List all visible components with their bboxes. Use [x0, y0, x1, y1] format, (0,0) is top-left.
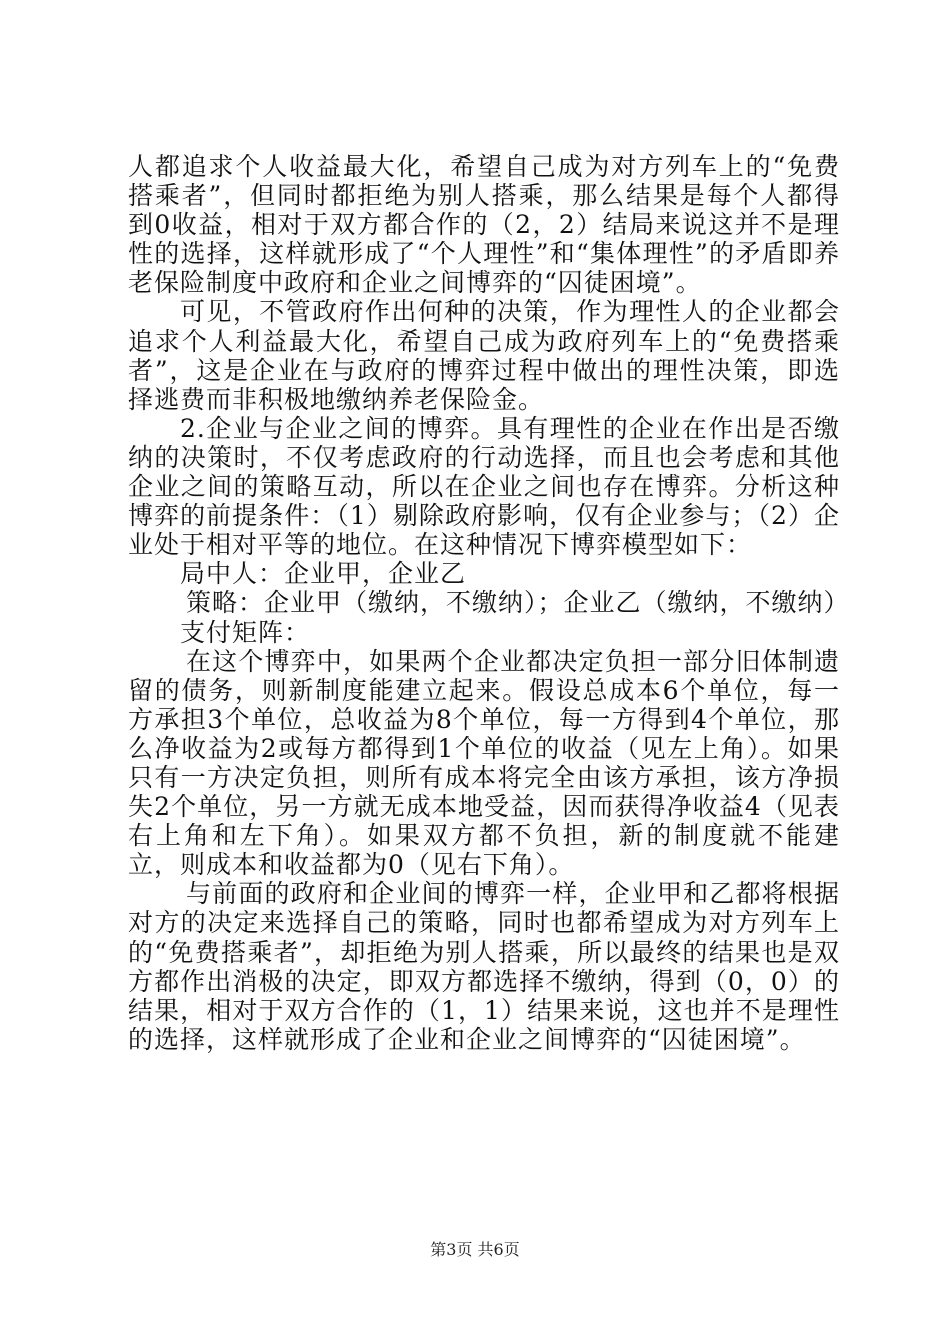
paragraph-payoff-matrix-label: 支付矩阵： [180, 617, 311, 647]
page-number-footer: 第3页 共6页 [430, 1240, 520, 1259]
paragraph-players: 局中人：企业甲，企业乙 [180, 559, 467, 589]
paragraph-strategies: 策略：企业甲（缴纳，不缴纳）；企业乙（缴纳，不缴纳） [186, 588, 850, 618]
paragraph-game-explanation: 在这个博弈中，如果两个企业都决定负担一部分旧体制遗留的债务，则新制度能建立起来。假设总成本6个单位，每一方承担3个单位，总收益为8个单位，每一方得到4个单位，那么净收益为2或每方都得到1个单位的收益（见左上角）。如果只有一方决定负担，则所有成本将完全由该方承担，该方净损失2个单位，另一方就无成本地受益，因而获得净收益4（见表右上角和左下角）。如果双方都不负担，新的制度就不能建立，则成本和收益都为0（见右下角）。 [128, 646, 840, 880]
paragraph-prisoners-dilemma: 与前面的政府和企业间的博弈一样，企业甲和乙都将根据对方的决定来选择自己的策略，同时也都希望成为对方列车上的“免费搭乘者”，却拒绝为别人搭乘，所以最终的结果也是双方都作出消极的决定，即双方都选择不缴纳，得到（0，0）的结果，相对于双方合作的（1，1）结果来说，这也并不是理性的选择，这样就形成了企业和企业之间博弈的“囚徒困境”。 [128, 879, 840, 1054]
paragraph-conclusion: 可见，不管政府作出何种的决策，作为理性人的企业都会追求个人利益最大化，希望自己成为政府列车上的“免费搭乘者”，这是企业在与政府的博弈过程中做出的理性决策，即选择逃费而非积极地缴纳养老保险金。 [128, 297, 840, 414]
paragraph-continuation: 人都追求个人收益最大化，希望自己成为对方列车上的“免费搭乘者”，但同时都拒绝为别人搭乘，那么结果是每个人都得到0收益，相对于双方都合作的（2，2）结局来说这并不是理性的选择，这样就形成了“个人理性”和“集体理性”的矛盾即养老保险制度中政府和企业之间博弈的“囚徒困境”。 [128, 152, 840, 298]
paragraph-section-2: 2.企业与企业之间的博弈。具有理性的企业在作出是否缴纳的决策时，不仅考虑政府的行动选择，而且也会考虑和其他企业之间的策略互动，所以在企业之间也存在博弈。分析这种博弈的前提条件：（1）剔除政府影响，仅有企业参与；（2）企业处于相对平等的地位。在这种情况下博弈模型如下： [128, 413, 840, 560]
document-body [128, 152, 850, 1054]
